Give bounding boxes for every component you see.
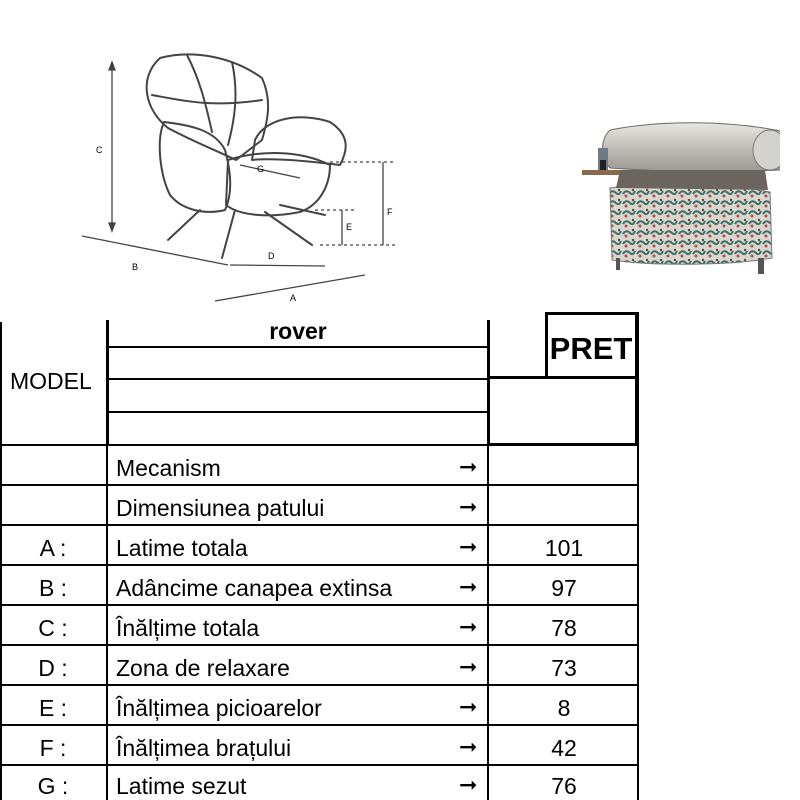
arrow-right-icon: ➞ [459,455,478,480]
arrow-right-icon: ➞ [459,735,478,760]
model-label: MODEL [10,368,92,394]
row-code: B : [38,575,68,601]
dimension-label-e: E [346,222,353,232]
chair-left-arm-outline [160,122,231,212]
row-code: C : [38,615,68,641]
row-code: G : [37,773,69,799]
arrow-right-icon: ➞ [459,615,478,640]
row-label: Latime sezut [116,773,247,799]
chair-back-outline [147,54,268,160]
dimension-label-a: A [290,293,297,303]
arrow-right-icon: ➞ [459,773,478,798]
row-code: F : [39,735,67,761]
dimension-label-f: F [387,207,393,217]
row-label: Zona de relaxare [116,655,290,681]
armchair-product-photo [580,118,780,283]
arrow-right-icon: ➞ [459,575,478,600]
arrow-right-icon: ➞ [459,535,478,560]
row-value: 73 [551,655,577,681]
arrow-right-icon: ➞ [459,695,478,720]
row-label: Înălțimea picioarelor [116,695,322,721]
dimension-label-c: C [96,145,103,155]
row-label: Latime totala [116,535,248,561]
armchair-dimension-drawing [0,0,560,310]
row-code: E : [38,695,68,721]
arrow-right-icon: ➞ [459,655,478,680]
row-value: 42 [551,735,577,761]
row-code: A : [39,535,67,561]
row-code: D : [38,655,68,681]
row-label: Dimensiunea patului [116,495,325,521]
arrow-right-icon: ➞ [459,495,478,520]
dimension-label-b: B [132,262,139,272]
row-value: 76 [551,773,577,799]
row-label: Adâncime canapea extinsa [116,575,393,601]
model-name: rover [269,318,327,344]
price-header: PRET [549,331,633,366]
row-value: 78 [551,615,577,641]
row-value: 101 [544,535,584,561]
dimension-label-g: G [257,164,265,174]
row-label: Mecanism [116,455,221,481]
row-label: Înălțimea brațului [116,735,292,761]
row-value: 97 [551,575,577,601]
dimension-label-d: D [268,251,275,261]
row-label: Înălțime totala [116,615,260,641]
row-value: 8 [557,695,571,721]
